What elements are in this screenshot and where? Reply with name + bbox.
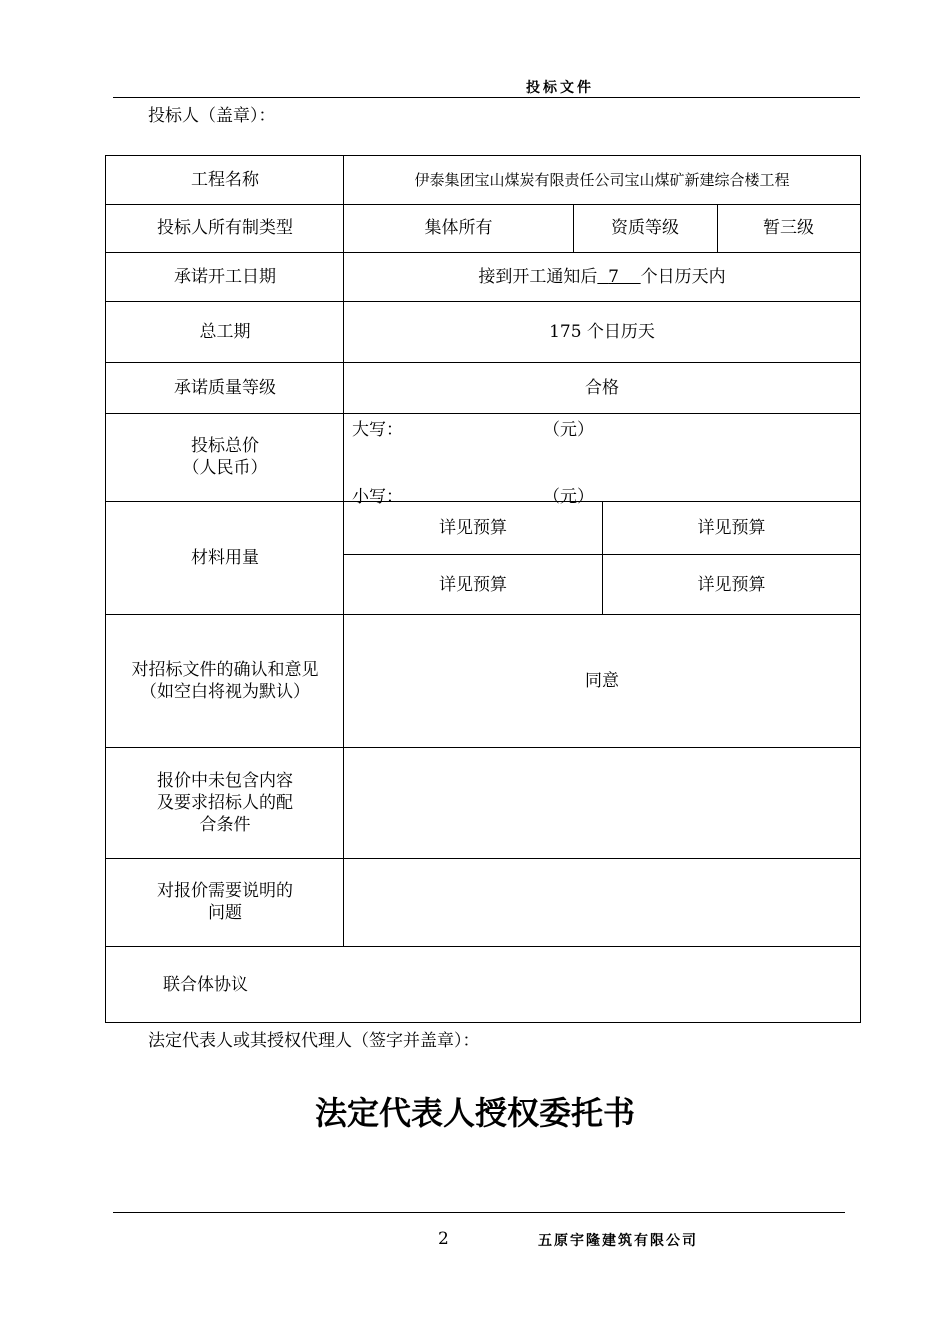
materials-cell: 详见预算 [697,517,766,538]
upper-amount-unit: （元） [543,420,594,440]
total-price-label-line2: （人民币） [182,458,268,478]
signature-label: 法定代表人或其授权代理人（签字并盖章）： [148,1031,480,1051]
header-title: 投标文件 [526,80,594,96]
quality-value: 合格 [585,377,619,398]
header-divider [113,97,860,98]
upper-amount-label: 大写： [352,420,403,440]
notes-label-line1: 对报价需要说明的 [157,881,293,901]
excluded-label-line1: 报价中未包含内容 [157,770,293,791]
quality-label: 承诺质量等级 [174,377,276,398]
price-notes-label [106,858,344,946]
notes-label-line2: 问题 [208,903,242,923]
materials-label: 材料用量 [191,547,259,568]
excluded-items-label [106,747,344,858]
bidder-seal-label: 投标人（盖章）： [148,106,276,126]
excluded-label-line2: 及要求招标人的配 [157,792,293,813]
start-date-value [344,252,860,301]
total-price-label-line1: 投标总价 [191,436,259,456]
start-date-days: 7 [608,266,619,287]
confirmation-label-line1: 对招标文件的确认和意见 [131,659,319,680]
confirmation-label-line2: （如空白将视为默认） [140,681,310,702]
qualification-label: 资质等级 [611,218,679,238]
start-date-days-suffix-space [619,266,641,288]
excluded-items-value [344,747,860,858]
materials-cell: 详见预算 [439,517,507,538]
materials-cell: 详见预算 [439,574,507,595]
lower-amount-unit: （元） [543,487,594,507]
confirmation-value: 同意 [585,670,619,691]
confirmation-label [106,614,344,747]
start-date-prefix: 接到开工通知后 [478,266,598,287]
ownership-label: 投标人所有制类型 [157,218,293,238]
bid-summary-table [105,155,861,1023]
excluded-label-line3: 合条件 [199,814,251,835]
total-price-label [106,413,344,501]
consortium-label: 联合体协议 [163,974,248,995]
price-notes-value [344,858,860,946]
start-date-suffix: 个日历天内 [640,266,726,287]
duration-value: 175 个日历天 [549,321,655,342]
ownership-value: 集体所有 [424,218,493,238]
company-name: 五原宇隆建筑有限公司 [538,1233,698,1249]
lower-amount-label: 小写： [352,487,403,507]
start-date-label: 承诺开工日期 [174,266,276,287]
duration-label: 总工期 [199,321,251,342]
section-title: 法定代表人授权委托书 [314,1094,635,1132]
project-name-value: 伊泰集团宝山煤炭有限责任公司宝山煤矿新建综合楼工程 [414,171,790,189]
page-number: 2 [438,1229,449,1249]
qualification-value: 暂三级 [763,218,814,238]
footer-divider [113,1212,845,1213]
project-name-label: 工程名称 [191,170,259,190]
materials-cell: 详见预算 [697,574,766,595]
start-date-days-prefix-space [597,266,608,288]
